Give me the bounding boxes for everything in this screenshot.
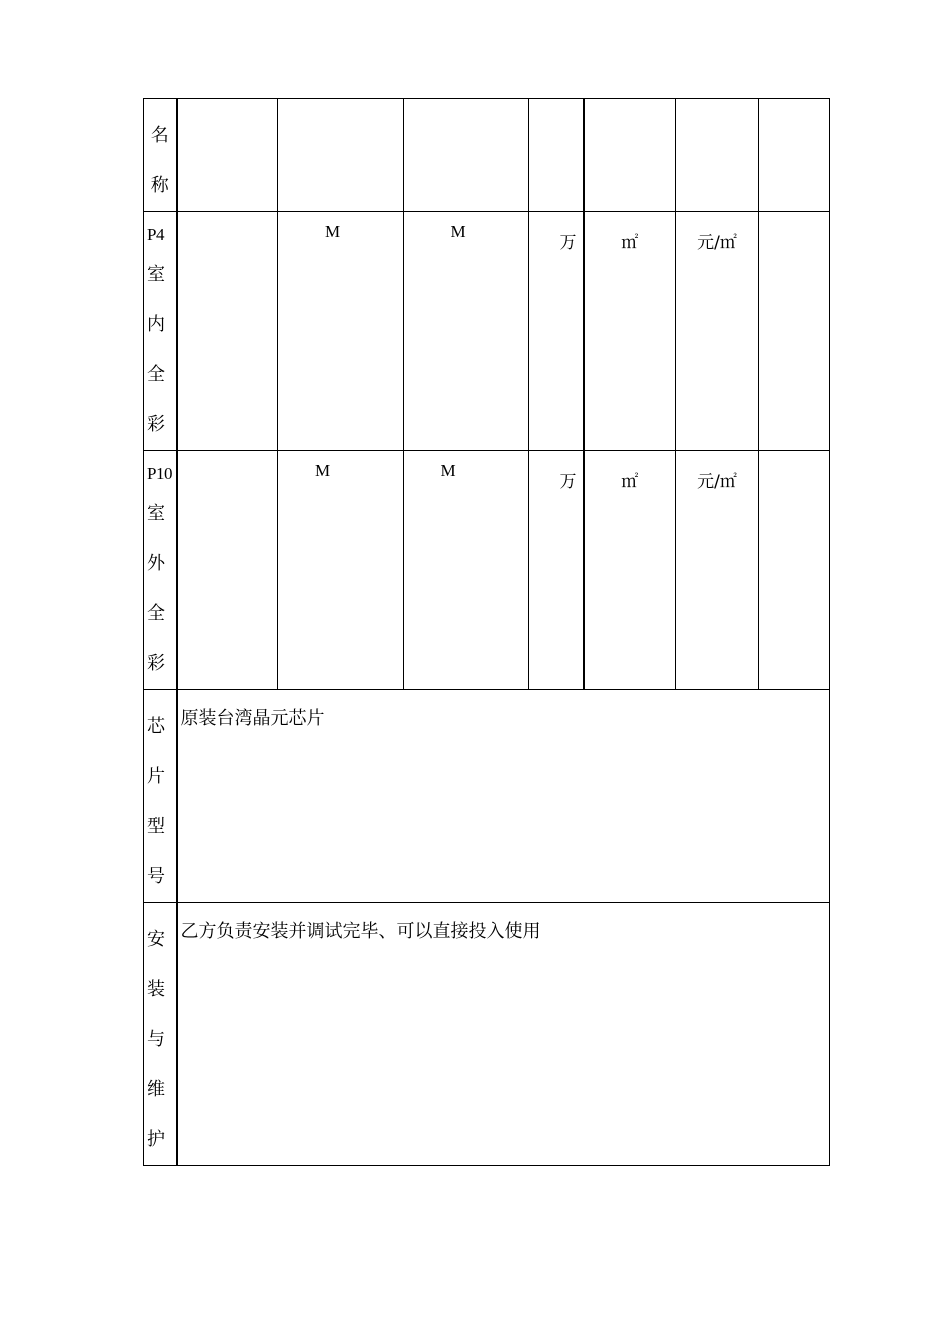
chip-label [144, 690, 176, 902]
header-name-cell [144, 99, 177, 212]
install-label [144, 903, 176, 1165]
p4-area-unit: ㎡ [621, 233, 639, 253]
header-cell [177, 99, 278, 212]
header-row [144, 99, 830, 212]
label-char: 片 [147, 766, 165, 787]
install-value: 乙方负责安装并调试完毕、可以直接投入使用 [180, 921, 541, 942]
header-name-label [144, 99, 176, 211]
label-char: 室 [147, 503, 165, 524]
p10-price-cell [676, 451, 759, 690]
header-cell [278, 99, 404, 212]
label-char: 维 [147, 1079, 165, 1100]
p10-height-unit: M [440, 461, 456, 480]
p4-height-unit: M [450, 222, 466, 241]
p4-price-unit: 元/㎡ [697, 233, 737, 253]
p10-pixels-unit: 万 [559, 472, 577, 492]
chip-value: 原装台湾晶元芯片 [180, 708, 325, 729]
p10-name-label [144, 451, 176, 689]
p4-name-cell [144, 212, 177, 451]
label-char: 室 [147, 264, 165, 285]
table-row-chip [144, 690, 830, 903]
p10-empty-cell [177, 451, 278, 690]
p4-total-cell [759, 212, 830, 451]
p10-height-cell [404, 451, 529, 690]
label-char: 全 [147, 603, 165, 624]
label-char: 全 [147, 364, 165, 385]
header-cell [584, 99, 676, 212]
p4-name-label [144, 212, 176, 450]
header-cell [676, 99, 759, 212]
p4-price-cell [676, 212, 759, 451]
spec-table [143, 98, 830, 1166]
label-char: 护 [147, 1129, 165, 1150]
chip-label-cell [144, 690, 177, 903]
label-char: 安 [147, 929, 165, 950]
p10-width-unit: M [314, 461, 331, 480]
p4-empty-cell [177, 212, 278, 451]
table-row-p4 [144, 212, 830, 451]
p10-area-cell [584, 451, 676, 690]
label-char: 型 [147, 816, 165, 837]
p10-area-unit: ㎡ [621, 472, 639, 492]
table-row-install [144, 903, 830, 1166]
p10-price-unit: 元/㎡ [697, 472, 737, 492]
table-row-p10 [144, 451, 830, 690]
p10-total-cell [759, 451, 830, 690]
label-char: 彩 [147, 414, 165, 435]
p4-pixels-unit: 万 [559, 233, 577, 253]
chip-value-cell [177, 690, 830, 903]
label-char: 名 [150, 125, 169, 146]
label-char: 称 [150, 175, 169, 196]
header-cell [404, 99, 529, 212]
p4-pixels-cell [529, 212, 584, 451]
label-char: 与 [147, 1029, 165, 1050]
label-char: 内 [147, 314, 165, 335]
p4-area-cell [584, 212, 676, 451]
label-char: 号 [147, 866, 165, 887]
install-label-cell [144, 903, 177, 1166]
p4-width-unit: M [324, 222, 341, 241]
p10-name-cell [144, 451, 177, 690]
p4-height-cell [404, 212, 529, 451]
label-char: 彩 [147, 653, 165, 674]
label-char: 装 [147, 979, 165, 1000]
label-char: 芯 [147, 716, 165, 737]
label-char: 外 [147, 553, 165, 574]
label-latin: P4 [147, 225, 164, 244]
p4-width-cell [278, 212, 404, 451]
p10-pixels-cell [529, 451, 584, 690]
header-cell [529, 99, 584, 212]
header-cell [759, 99, 830, 212]
install-value-cell [177, 903, 830, 1166]
p10-width-cell [278, 451, 404, 690]
label-latin: P10 [147, 464, 172, 483]
